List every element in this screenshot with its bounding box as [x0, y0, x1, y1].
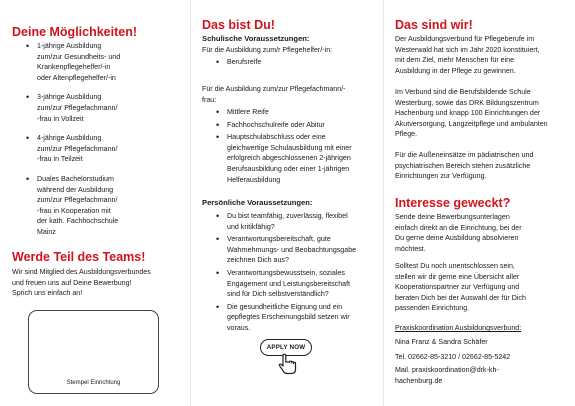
- list-item-line: Krankenpflegehelfer/-in: [37, 63, 111, 72]
- list-item-line: gleichwertige Schulausbildung mit einer: [227, 143, 352, 152]
- paragraph-line: psychiatrischen Bereich stehen zusätzliche: [395, 161, 531, 170]
- paragraph-line: Akutversorgung, Langzeitpflege und ambulanten: [395, 119, 548, 128]
- list-item-line: und kritikfähig?: [227, 222, 275, 231]
- options-heading: Deine Möglichkeiten!: [12, 25, 138, 39]
- list-item-line: -frau in Kooperation mit: [37, 206, 111, 215]
- about-text: [395, 34, 573, 76]
- interest-heading: Interesse geweckt?: [395, 196, 511, 210]
- helper-requirements-list: [227, 57, 377, 68]
- coordination-label: Praxiskoordination Ausbildungsverbund:: [395, 324, 522, 332]
- options-list: [37, 41, 187, 247]
- list-item: • Berufsreife: [227, 57, 377, 68]
- team-text: [12, 267, 187, 299]
- list-item: [37, 41, 187, 83]
- list-item-line: Wahrnehmungs- und Beobachtungsgabe: [227, 245, 357, 254]
- school-requirements-heading: Schulische Voraussetzungen:: [202, 34, 310, 43]
- paragraph-line: beraten Dich bei der Auswahl der für Dich: [395, 293, 526, 302]
- list-item-line: • 4-jährige Ausbildung: [37, 134, 102, 143]
- list-item: [227, 211, 377, 232]
- contact-names: Nina Franz & Sandra Schäfer: [395, 338, 488, 346]
- paragraph-line: Für die Außeneinsätze im pädiatrischen und: [395, 151, 534, 159]
- list-item-line: • 3-jährige Ausbildung: [37, 93, 102, 102]
- paragraph-line: Im Verbund sind die Berufsbildende Schule: [395, 88, 531, 96]
- personal-requirements-list: [227, 211, 377, 336]
- list-item-line: • Verantwortungsbewusstsein, soziales: [227, 268, 345, 277]
- contact-mail-line[interactable]: hachenburg.de: [395, 376, 443, 385]
- panel-about: [383, 0, 575, 406]
- list-item-line: erfolgreich abgeschlossenen 2-jährigen: [227, 154, 351, 163]
- list-item: [227, 107, 377, 118]
- panel-options: [0, 0, 190, 406]
- paragraph-line: Hachenburg und knapp 100 Einrichtungen der: [395, 109, 541, 118]
- team-text-line: und freuen uns auf Deine Bewerbung!: [12, 278, 132, 287]
- list-item-line: Mainz: [37, 227, 56, 236]
- list-item-line: • Mittlere Reife: [227, 108, 269, 116]
- list-item-line: • Duales Bachelorstudium: [37, 174, 114, 183]
- contact-mail[interactable]: [395, 365, 573, 386]
- paragraph-line: passenden Einrichtung.: [395, 304, 470, 313]
- list-item-line: • Fachhochschulreife oder Abitur: [227, 120, 325, 129]
- hand-pointer-icon: [277, 353, 299, 375]
- paragraph-line: Du gerne deine Ausbildung absolvieren: [395, 234, 519, 243]
- list-item-line: • Du bist teamfähig, zuverlässig, flexibel: [227, 212, 348, 220]
- list-item-line: zum/zur Gesundheits- und: [37, 52, 121, 61]
- list-item: [37, 92, 187, 124]
- fach-intro: [202, 84, 377, 105]
- stamp-label: Stempel Einrichtung: [66, 380, 121, 386]
- list-item-line: während der Ausbildung: [37, 185, 114, 194]
- helper-intro: Für die Ausbildung zum/r Pflegehelfer/-in:: [202, 46, 333, 54]
- paragraph-line: möchtest.: [395, 244, 426, 253]
- about-heading: Das sind wir!: [395, 18, 473, 32]
- requirements-heading: Das bist Du!: [202, 18, 275, 32]
- list-item-line: voraus.: [227, 323, 251, 332]
- paragraph-line: Westerburg, sowie das DRK Bildungszentrum: [395, 98, 539, 107]
- list-item: [227, 120, 377, 131]
- list-item-line: Helferausbildung: [227, 175, 281, 184]
- list-item-line: • Die gesundheitliche Eignung und ein: [227, 302, 343, 311]
- paragraph-line: Einrichtungen zur Verfügung.: [395, 172, 487, 181]
- list-item-line: -frau in Teilzeit: [37, 155, 83, 164]
- paragraph-line: Westerwald hat sich im Jahr 2020 konstituiert,: [395, 45, 540, 54]
- list-item-line: gepflegtes Erscheinungsbild setzen wir: [227, 313, 350, 322]
- list-item-line: • Verantwortungsbereitschaft, gute: [227, 235, 331, 244]
- list-item-line: zeichnen Dich aus?: [227, 256, 289, 265]
- about-network-text: [395, 87, 573, 140]
- list-item-line: sind für Dich selbstverständlich?: [227, 290, 329, 299]
- contact-mail-line[interactable]: Mail. praxiskoordination@drk-kh-: [395, 366, 499, 374]
- team-heading: Werde Teil des Teams!: [12, 250, 146, 264]
- fach-intro-line: frau:: [202, 95, 217, 104]
- list-item-line: oder Altenpflegehelfer/-in: [37, 73, 116, 82]
- list-item: [37, 133, 187, 165]
- list-item-line: Berufsausbildung oder einer 1-jährigen: [227, 164, 350, 173]
- paragraph-line: Kooperationspartner zur Verfügung und: [395, 283, 520, 292]
- list-item: [227, 302, 377, 334]
- list-item-line: • Hauptschulabschluss oder eine: [227, 133, 326, 142]
- list-item-line: zum/zur Pflegefachmann/: [37, 196, 118, 205]
- apply-now-button[interactable]: APPLY NOW: [260, 339, 312, 356]
- fach-intro-line: Für die Ausbildung zum/zur Pflegefachmann/-: [202, 85, 346, 93]
- list-item-line: zum/zur Pflegefachmann/: [37, 144, 118, 153]
- contact-phone[interactable]: Tel. 02662-85-3210 / 02662-85-5242: [395, 353, 511, 361]
- list-item-line: der kath. Fachhochschule: [37, 217, 119, 226]
- list-item-line: zum/zur Pflegefachmann/: [37, 103, 118, 112]
- team-text-line: Sprich uns einfach an!: [12, 289, 83, 298]
- advice-text: [395, 261, 573, 314]
- list-item: [37, 174, 187, 238]
- list-item: [227, 234, 377, 266]
- paragraph-line: stellen wir dir gerne eine Übersicht aller: [395, 272, 520, 281]
- team-text-line: Wir sind Mitglied des Ausbildungsverbundes: [12, 268, 151, 276]
- list-item-line: Engagement und Leistungsbereitschaft: [227, 279, 351, 288]
- list-item: [227, 268, 377, 300]
- paragraph-line: Sende deine Bewerbungsunterlagen: [395, 213, 510, 221]
- about-external-text: [395, 150, 573, 182]
- personal-requirements-heading: Persönliche Voraussetzungen:: [202, 198, 313, 207]
- paragraph-line: mit dem Ziel, mehr Menschen für eine: [395, 56, 515, 65]
- fach-requirements-list: [227, 107, 377, 187]
- list-item: [227, 132, 377, 185]
- paragraph-line: Der Ausbildungsverbund für Pflegeberufe im: [395, 35, 535, 43]
- paragraph-line: Solltest Du noch unentschlossen sein,: [395, 262, 515, 270]
- list-item-line: • 1-jährige Ausbildung: [37, 42, 102, 50]
- application-text: [395, 212, 573, 254]
- paragraph-line: einfach direkt an die Einrichtung, bei der: [395, 223, 522, 232]
- paragraph-line: Pflege.: [395, 130, 418, 139]
- stamp-box: [28, 310, 159, 394]
- list-item-line: -frau in Vollzeit: [37, 114, 84, 123]
- paragraph-line: Ausbildung in der Pflege zu gewinnen.: [395, 66, 516, 75]
